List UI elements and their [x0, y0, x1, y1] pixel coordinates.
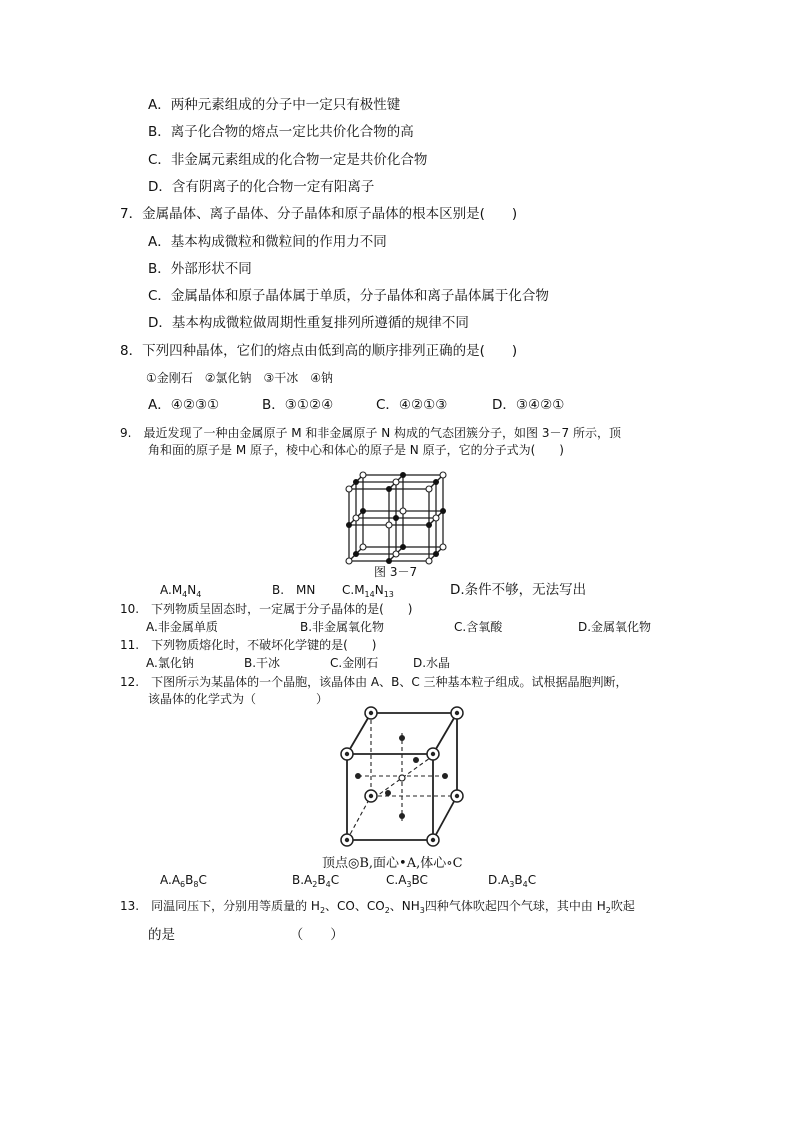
- q13-stem-line2: 的是 （ ）: [148, 927, 344, 943]
- q12-stem-line1: 12. 下图所示为某晶体的一个晶胞，该晶体由 A、B、C 三种基本粒子组成。试根据晶胞判断，: [120, 675, 628, 689]
- q11-option-a: A.氯化钠: [146, 656, 194, 670]
- q10-option-c: C.含氧酸: [454, 620, 503, 634]
- unit-cell-caption: 顶点◎B,面心•A,体心∘C: [322, 856, 463, 871]
- q11-option-d: D.水晶: [413, 656, 451, 670]
- q12-option-c: $C.A_3BC$: [386, 873, 428, 889]
- q7-option-a: A．基本构成微粒和微粒间的作用力不同: [148, 234, 387, 250]
- q12-stem-line2: 该晶体的化学式为（ ）: [148, 692, 329, 706]
- crystal-unit-cell-figure: [338, 703, 468, 851]
- q11-stem: 11. 下列物质熔化时，不破坏化学键的是( ): [120, 638, 377, 652]
- q9-option-d: D.条件不够，无法写出: [450, 582, 587, 598]
- q10-option-d: D.金属氧化物: [578, 620, 652, 634]
- q7-option-b: B．外部形状不同: [148, 261, 252, 277]
- figure-3-7-cluster: [343, 465, 455, 565]
- q12-option-d: $D.A_3B_4C$: [488, 873, 537, 889]
- q8-option-c: C．④②①③: [376, 397, 448, 413]
- q12-option-a: $A.A_6B_8C$: [160, 873, 207, 889]
- q11-option-c: C.金刚石: [330, 656, 379, 670]
- q8-stem: 8．下列四种晶体，它们的熔点由低到高的顺序排列正确的是( ): [120, 343, 518, 359]
- q8-items: ①金刚石 ②氯化钠 ③干冰 ④钠: [146, 371, 334, 385]
- q9-option-a: $A.M_4N_4$: [160, 583, 202, 599]
- q8-option-d: D．③④②①: [492, 397, 565, 413]
- q12-option-b: $B.A_2B_4C$: [292, 873, 340, 889]
- q10-option-a: A.非金属单质: [146, 620, 218, 634]
- q7-option-d: D．基本构成微粒做周期性重复排列所遵循的规律不同: [148, 315, 469, 331]
- q6-option-b: B．离子化合物的熔点一定比共价化合物的高: [148, 124, 414, 140]
- q6-option-c: C．非金属元素组成的化合物一定是共价化合物: [148, 152, 428, 168]
- q7-stem: 7．金属晶体、离子晶体、分子晶体和原子晶体的根本区别是( ): [120, 206, 518, 222]
- q9-option-c: $C.M_{14}N_{13}$: [342, 583, 394, 599]
- q13-stem-line1: 13. 同温同压下，分别用等质量的 $H_2$、CO、$CO_2$、$NH_3$四种气体吹起四个气球，其中由 $H_2$吹起: [120, 899, 635, 915]
- q10-stem: 10. 下列物质呈固态时，一定属于分子晶体的是( ): [120, 602, 413, 616]
- q9-stem-line1: 9. 最近发现了一种由金属原子 M 和非金属原子 N 构成的气态团簇分子，如图 3－7 所示，顶: [120, 426, 621, 440]
- q6-option-d: D．含有阴离子的化合物一定有阳离子: [148, 179, 375, 195]
- q8-option-b: B．③①②④: [262, 397, 334, 413]
- q11-option-b: B.干冰: [244, 656, 281, 670]
- figure-3-7-caption: 图 3－7: [374, 565, 418, 579]
- q8-option-a: A．④②③①: [148, 397, 220, 413]
- q6-option-a: A．两种元素组成的分子中一定只有极性键: [148, 97, 401, 113]
- q9-stem-line2: 角和面的原子是 M 原子，棱中心和体心的原子是 N 原子，它的分子式为( ): [148, 443, 564, 457]
- q10-option-b: B.非金属氧化物: [300, 620, 385, 634]
- q7-option-c: C．金属晶体和原子晶体属于单质，分子晶体和离子晶体属于化合物: [148, 288, 549, 304]
- q9-option-b: B. MN: [272, 583, 316, 597]
